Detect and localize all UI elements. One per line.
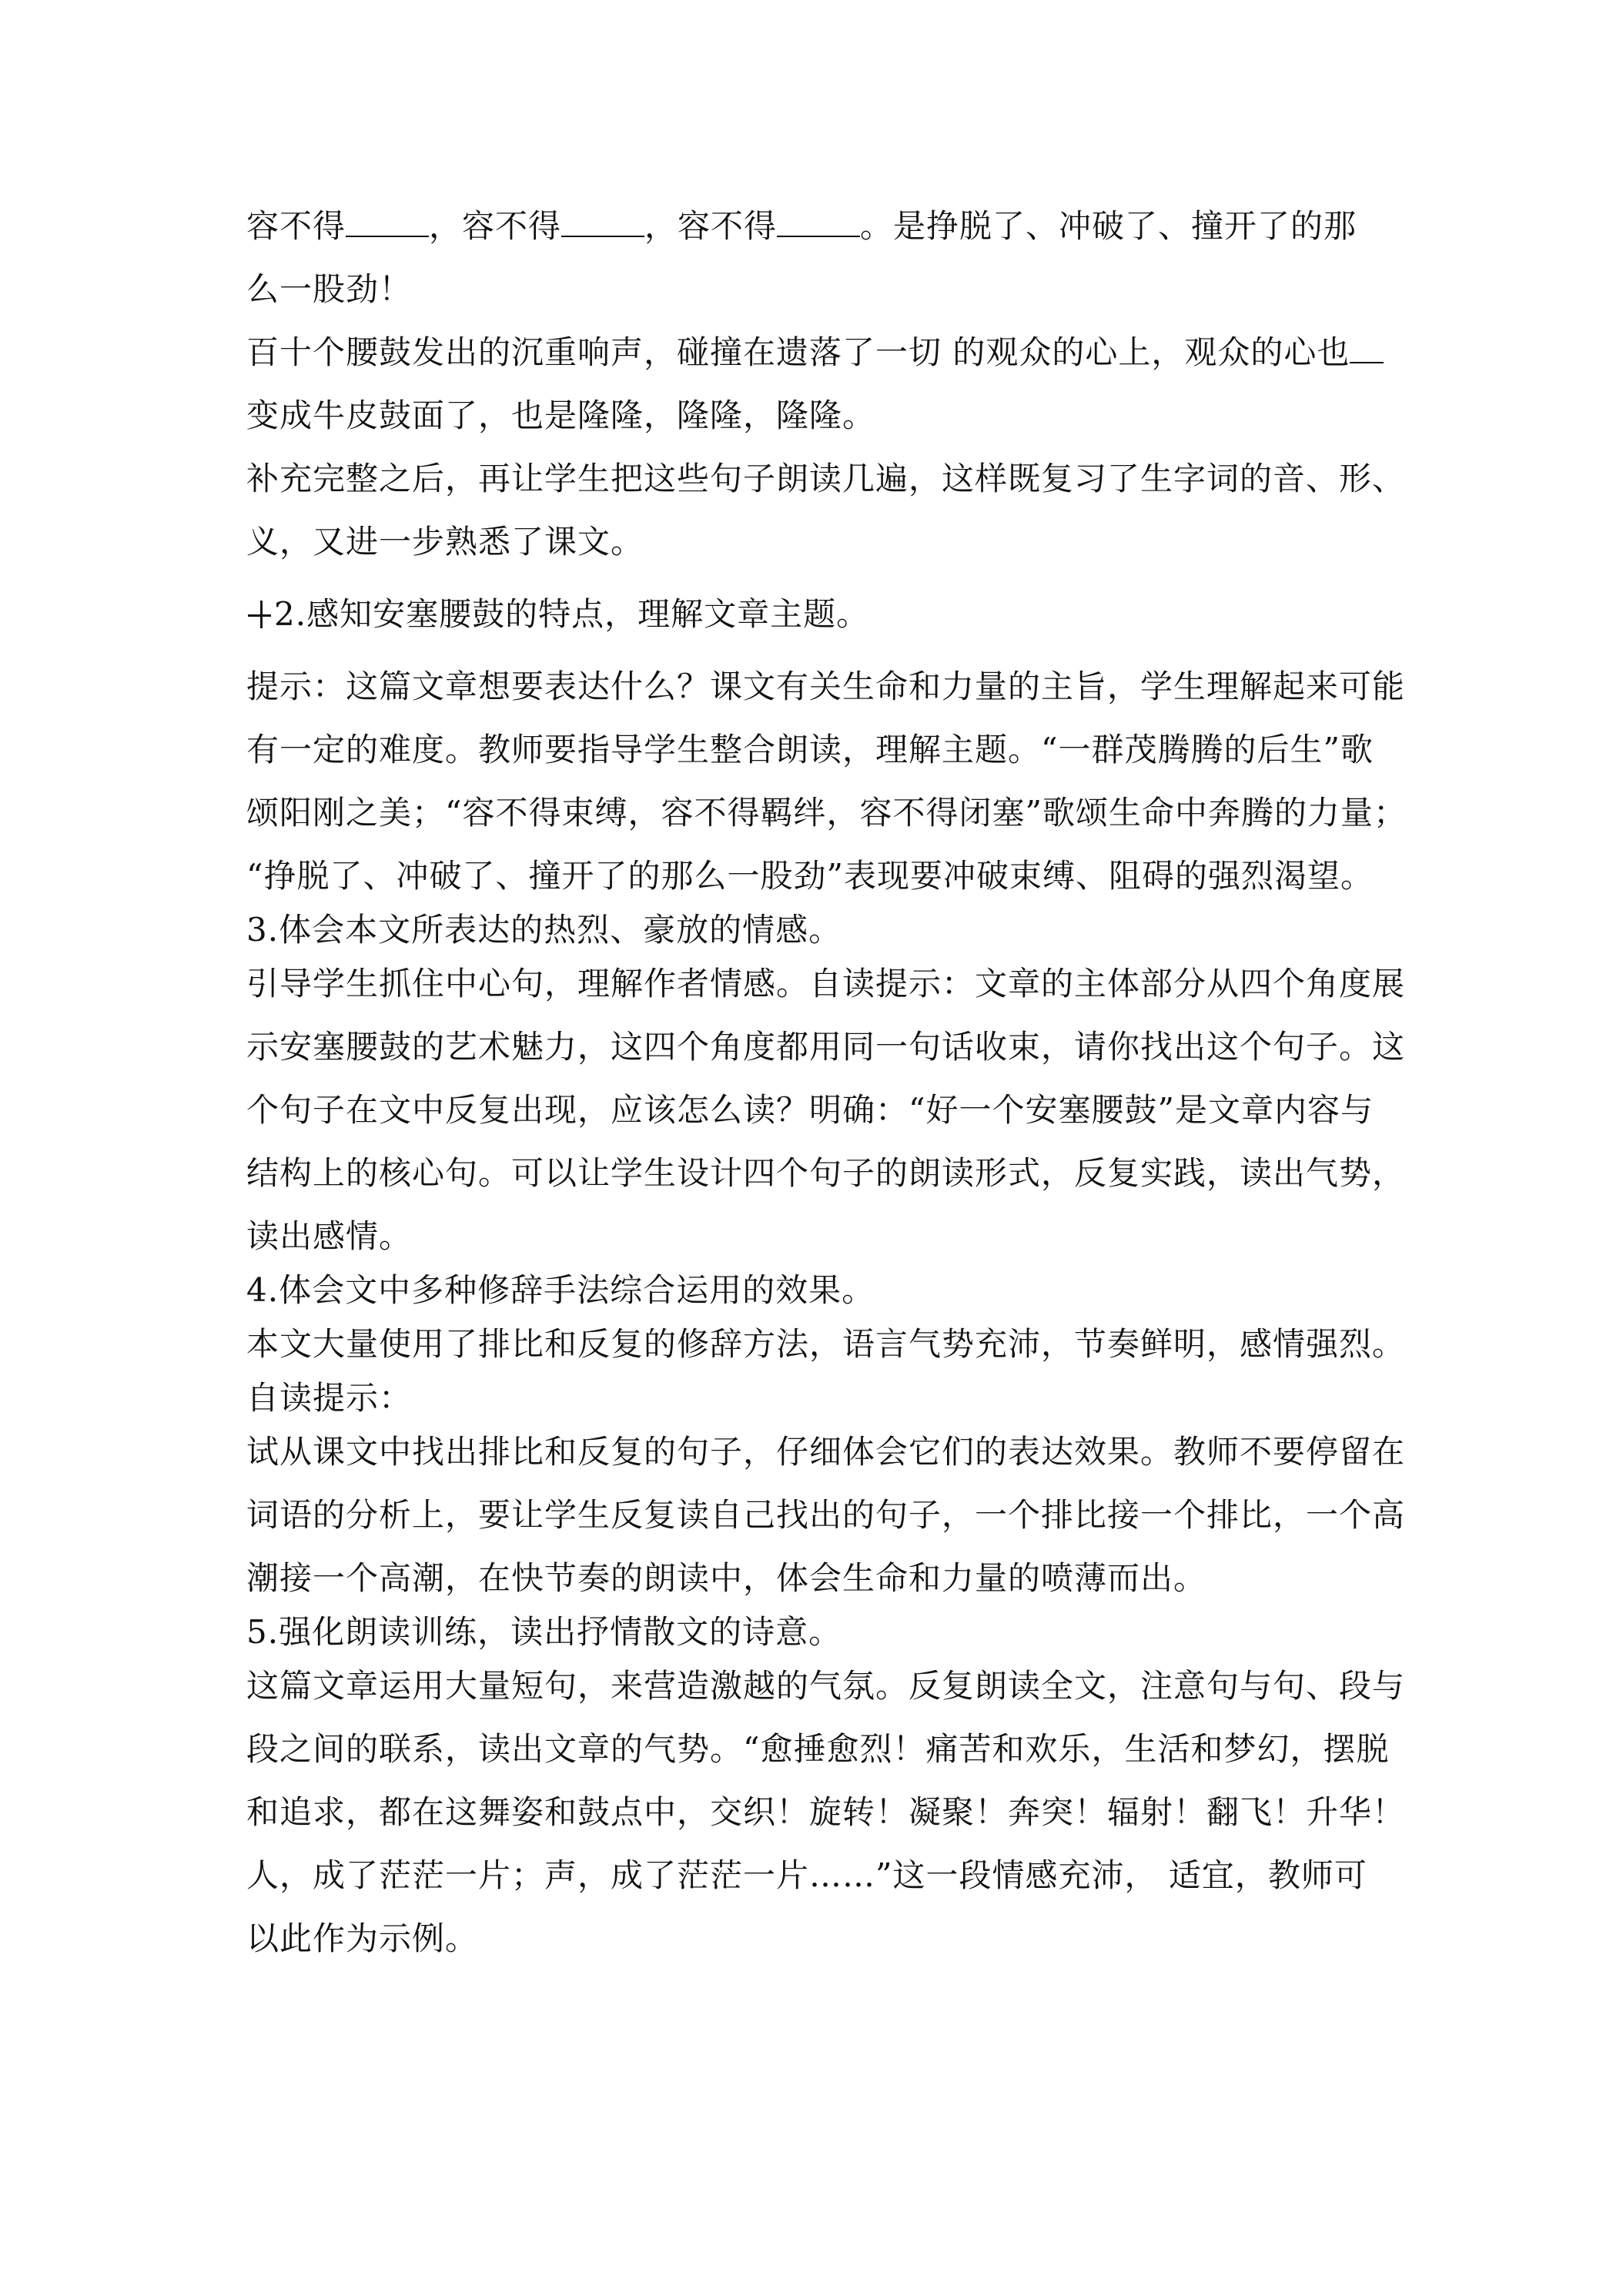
fill-in-text-4: 。是挣脱了、冲破了、撞开了的那 [860,207,1357,245]
drum-text-1: 百十个腰鼓发出的沉重响声，碰撞在遗落了一切 的观众的心上，观众的心也 [246,333,1350,371]
item5-body-line-2: 段之间的联系，读出文章的气势。“愈捶愈烈！痛苦和欢乐，生活和梦幻，摆脱 [246,1730,1390,1768]
document-page [246,202,1407,1963]
fill-in-text-1: 容不得 [246,207,346,245]
review-line-2: 义，又进一步熟悉了课文。 [246,523,644,561]
item5-body-line-4: 人，成了茫茫一片；声，成了茫茫一片……”这一段情感充沛， 适宜，教师可 [246,1856,1367,1894]
item4-body-line-4: 词语的分析上，要让学生反复读自己找出的句子，一个排比接一个排比，一个高 [246,1496,1406,1534]
item5-body-line-3: 和追求，都在这舞姿和鼓点中，交织！旋转！凝聚！奔突！辐射！翻飞！升华！ [246,1793,1406,1831]
item4-body-line-3: 试从课文中找出排比和反复的句子，仔细体会它们的表达效果。教师不要停留在 [246,1433,1406,1471]
item3-heading: 3.体会本文所表达的热烈、豪放的情感。 [246,911,842,949]
fill-in-line [246,202,1394,251]
item4-body-line-1: 本文大量使用了排比和反复的修辞方法，语言气势充沛，节奏鲜明，感情强烈。 [246,1325,1406,1363]
item3-body-line-4: 结构上的核心句。可以让学生设计四个句子的朗读形式，反复实践，读出气势， [246,1154,1406,1192]
blank-underline [346,206,429,237]
blank-underline [561,206,644,237]
fill-in-continuation: 么一股劲！ [246,270,413,308]
drum-line [246,328,1394,377]
item4-body-line-5: 潮接一个高潮，在快节奏的朗读中，体会生命和力量的喷薄而出。 [246,1559,1207,1597]
item4-body-line-2: 自读提示： [246,1379,413,1417]
item2-body-line-1: 提示：这篇文章想要表达什么？课文有关生命和力量的主旨，学生理解起来可能 [246,668,1406,705]
item2-body-line-3: 颂阳刚之美；“容不得束缚，容不得羁绊，容不得闭塞”歌颂生命中奔腾的力量； [246,794,1407,832]
item2-body-line-2: 有一定的难度。教师要指导学生整合朗读，理解主题。“一群茂腾腾的后生”歌 [246,731,1374,768]
item3-body-line-3: 个句子在文中反复出现，应该怎么读？明确：“好一个安塞腰鼓”是文章内容与 [246,1091,1374,1129]
item3-body-line-5: 读出感情。 [246,1217,413,1255]
item5-body-line-1: 这篇文章运用大量短句，来营造激越的气氛。反复朗读全文，注意句与句、段与 [246,1667,1406,1705]
drum-continuation: 变成牛皮鼓面了，也是隆隆，隆隆，隆隆。 [246,397,876,434]
review-line-1: 补充完整之后，再让学生把这些句子朗读几遍，这样既复习了生字词的音、形、 [246,460,1406,497]
item5-heading: 5.强化朗读训练，读出抒情散文的诗意。 [246,1613,842,1651]
item2-body-line-4: “挣脱了、冲破了、撞开了的那么一股劲”表现要冲破束缚、阻碍的强烈渴望。 [246,857,1374,895]
item3-body-line-1: 引导学生抓住中心句，理解作者情感。自读提示：文章的主体部分从四个角度展 [246,965,1406,1002]
item4-heading: 4.体会文中多种修辞手法综合运用的效果。 [246,1271,875,1309]
fill-in-text-3: ，容不得 [644,207,778,245]
blank-underline [777,206,860,237]
item5-body-line-5: 以此作为示例。 [246,1919,479,1957]
fill-in-text-2: ，容不得 [429,207,562,245]
item3-body-line-2: 示安塞腰鼓的艺术魅力，这四个角度都用同一句话收束，请你找出这个句子。这 [246,1028,1406,1066]
item2-heading-text: 2.感知安塞腰鼓的特点，理解文章主题。 [274,595,870,633]
item2-heading [246,590,1394,639]
cross-mark-icon [246,596,274,628]
blank-underline [1350,333,1384,363]
